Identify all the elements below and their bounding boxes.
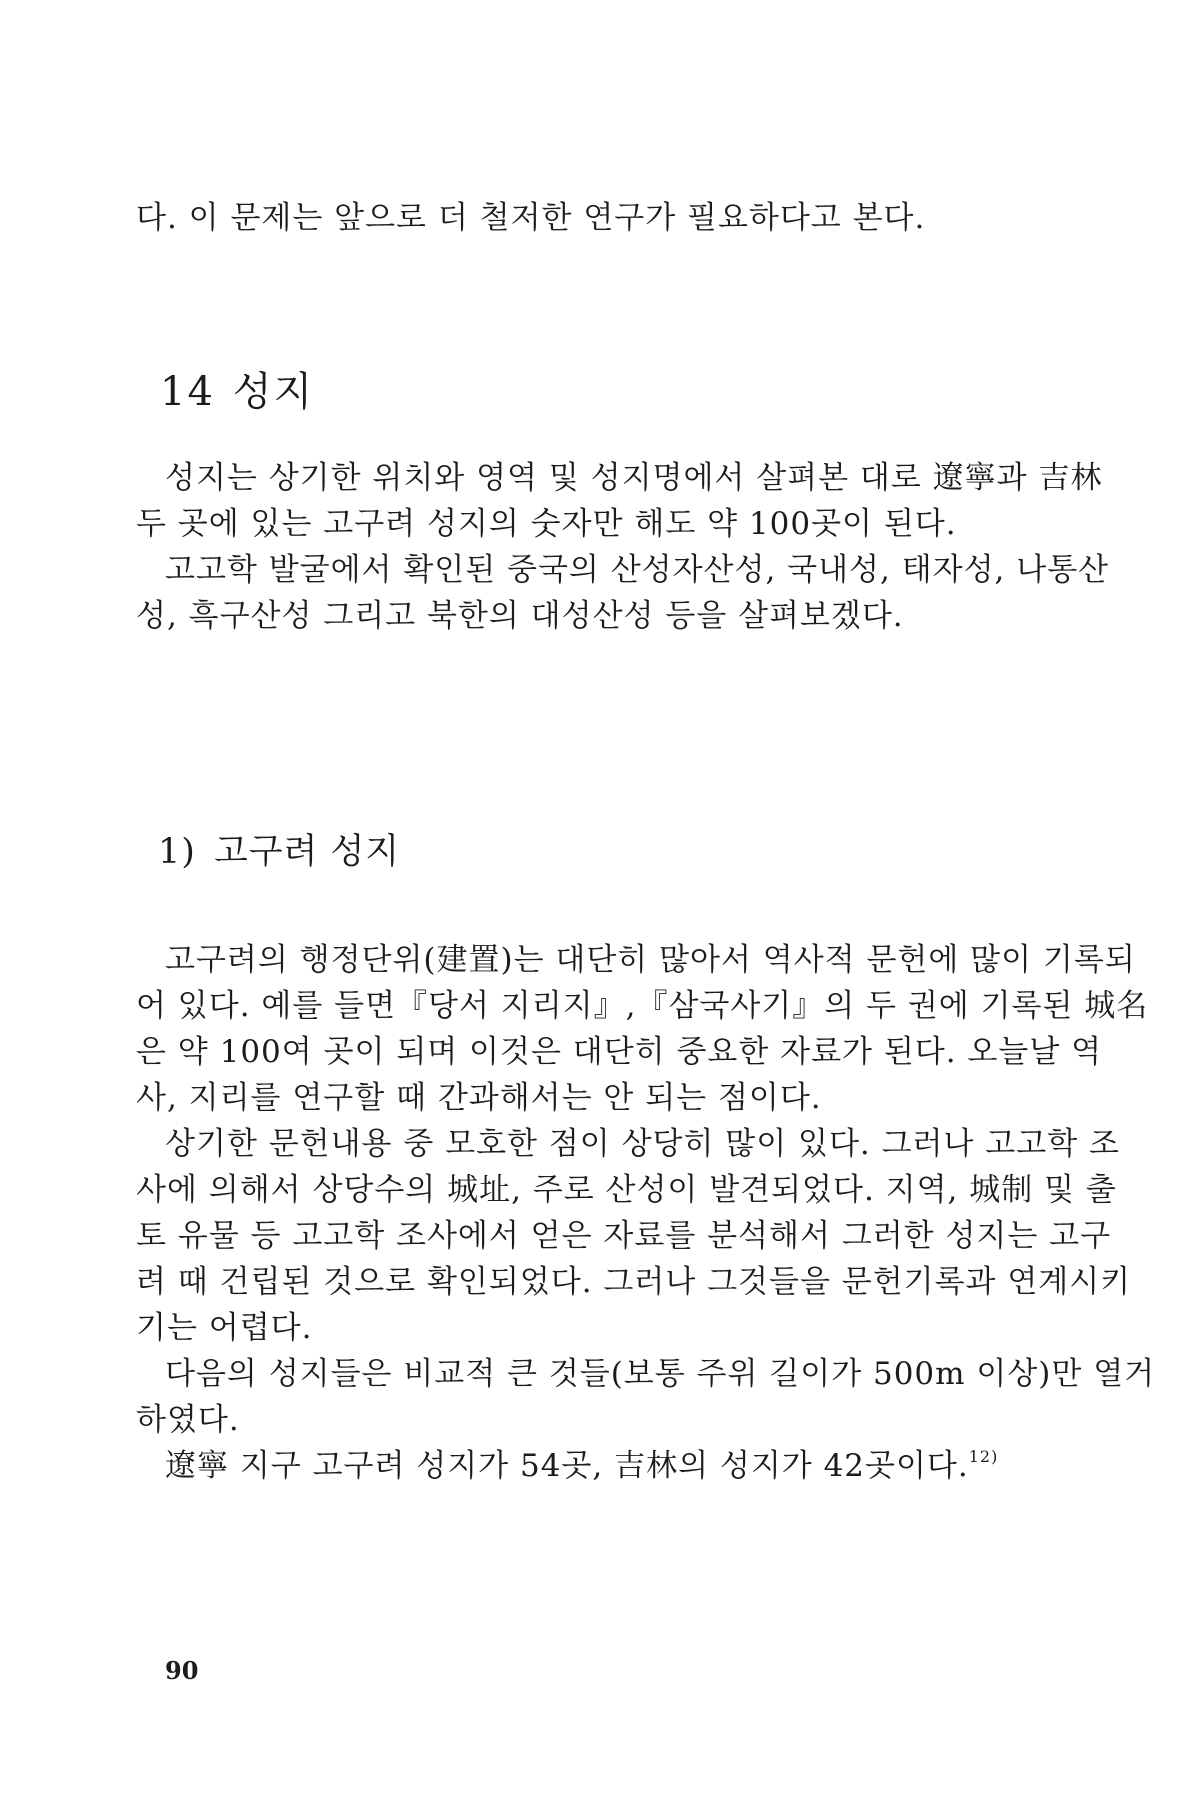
page-number: 90 — [165, 1656, 199, 1685]
subsection-heading — [158, 828, 400, 876]
paragraph-line: 사에 의해서 상당수의 城址, 주로 산성이 발견되었다. 지역, 城制 및 출 — [136, 1172, 1117, 1208]
paragraph-line — [165, 1444, 1026, 1488]
paragraph-line: 성지는 상기한 위치와 영역 및 성지명에서 살펴본 대로 遼寧과 吉林 — [165, 460, 1103, 496]
paragraph-line: 은 약 100여 곳이 되며 이것은 대단히 중요한 자료가 된다. 오늘날 역 — [136, 1034, 1103, 1070]
footnote-reference[interactable]: 12) — [968, 1447, 999, 1466]
paragraph-line: 고고학 발굴에서 확인된 중국의 산성자산성, 국내성, 태자성, 나통산 — [165, 552, 1110, 588]
paragraph-line: 다음의 성지들은 비교적 큰 것들(보통 주위 길이가 500m 이상)만 열거 — [165, 1356, 1156, 1392]
subsection-title: 고구려 성지 — [213, 832, 401, 872]
paragraph-line: 토 유물 등 고고학 조사에서 얻은 자료를 분석해서 그러한 성지는 고구 — [136, 1218, 1112, 1254]
paragraph-text: 遼寧 지구 고구려 성지가 54곳, 吉林의 성지가 42곳이다. — [165, 1448, 969, 1484]
paragraph-line: 성, 흑구산성 그리고 북한의 대성산성 등을 살펴보겠다. — [136, 598, 904, 634]
section-number: 14 — [160, 369, 215, 415]
section-heading — [160, 366, 314, 418]
paragraph-line: 어 있다. 예를 들면『당서 지리지』,『삼국사기』의 두 권에 기록된 城名 — [136, 988, 1149, 1024]
paragraph-line: 사, 지리를 연구할 때 간과해서는 안 되는 점이다. — [136, 1080, 822, 1116]
paragraph-line: 두 곳에 있는 고구려 성지의 숫자만 해도 약 100곳이 된다. — [136, 506, 957, 542]
paragraph-line: 려 때 건립된 것으로 확인되었다. 그러나 그것들을 문헌기록과 연계시키 — [136, 1264, 1132, 1300]
section-title: 성지 — [232, 369, 315, 415]
paragraph-line: 상기한 문헌내용 중 모호한 점이 상당히 많이 있다. 그러나 고고학 조 — [165, 1126, 1120, 1162]
paragraph-line: 고구려의 행정단위(建置)는 대단히 많아서 역사적 문헌에 많이 기록되 — [165, 942, 1136, 978]
intro-line: 다. 이 문제는 앞으로 더 철저한 연구가 필요하다고 본다. — [136, 200, 926, 236]
paragraph-line: 기는 어렵다. — [136, 1310, 313, 1346]
subsection-number: 1) — [158, 832, 196, 872]
paragraph-line: 하였다. — [136, 1402, 240, 1438]
